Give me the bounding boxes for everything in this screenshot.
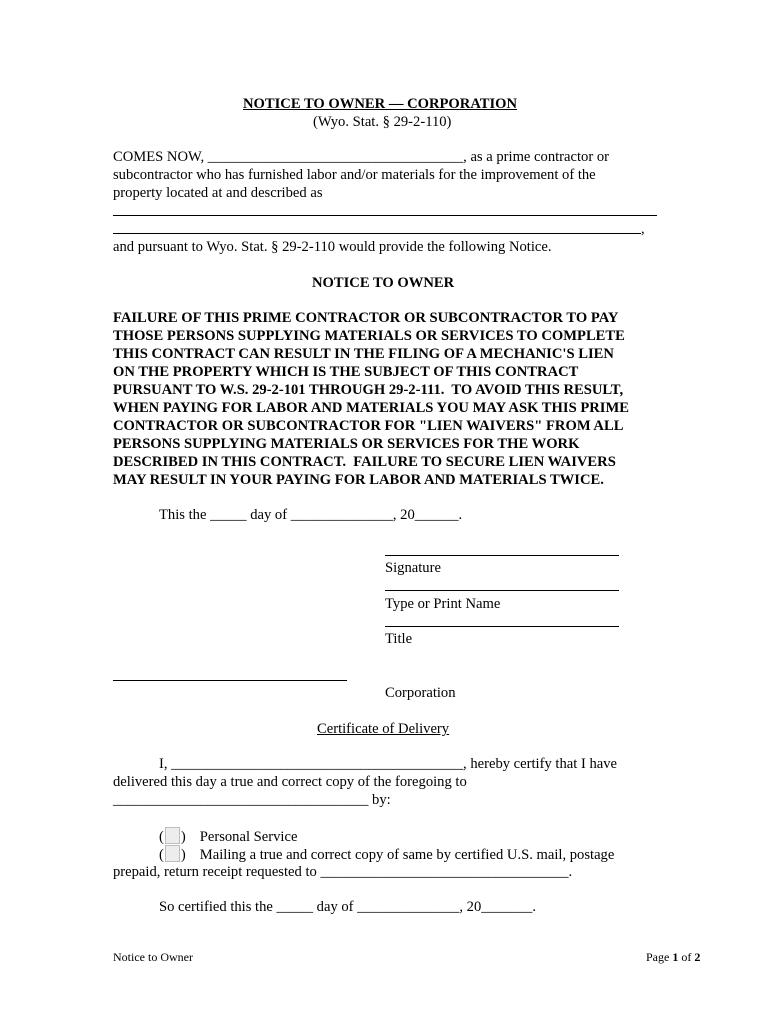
notice-line: MAY RESULT IN YOUR PAYING FOR LABOR AND MATERIALS TWICE. (113, 472, 604, 488)
certificate-line-1[interactable]: I, ________________________________________, hereby certify that I have (159, 756, 618, 772)
print-name-label: Type or Print Name (385, 596, 501, 612)
page-total: 2 (694, 950, 701, 964)
page-number (646, 950, 700, 964)
personal-service-label: Personal Service (199, 829, 298, 845)
contractor-name-blank[interactable]: ___________________________________ (207, 149, 464, 165)
certificate-heading: Certificate of Delivery (317, 721, 450, 737)
title-label: Title (385, 631, 413, 647)
intro-prefix: COMES NOW, (113, 149, 208, 165)
notice-line: WHEN PAYING FOR LABOR AND MATERIALS YOU MAY ASK THIS PRIME (113, 400, 629, 416)
certified-date-line[interactable]: So certified this the _____ day of ______________, 20_______. (159, 899, 536, 915)
intro-line-3: property located at and described as (113, 185, 323, 201)
page-prefix: Page (646, 950, 673, 964)
option-personal-service (159, 827, 297, 846)
notice-line: DESCRIBED IN THIS CONTRACT. FAILURE TO SECURE LIEN WAIVERS (113, 454, 616, 470)
statute-citation: (Wyo. Stat. § 29-2-110) (313, 114, 452, 130)
notice-line: THOSE PERSONS SUPPLYING MATERIALS OR SERVICES TO COMPLETE (113, 328, 625, 344)
paren-open: ( (159, 829, 164, 845)
corporation-name-line[interactable] (113, 680, 347, 681)
date-line[interactable]: This the _____ day of ______________, 20______. (159, 507, 463, 523)
footer-left: Notice to Owner (113, 950, 193, 964)
signature-label: Signature (385, 560, 441, 576)
corporation-label: Corporation (385, 685, 456, 701)
certified-mail-continued[interactable]: prepaid, return receipt requested to __________________________________. (113, 864, 573, 880)
page-of: of (678, 950, 695, 964)
title-line[interactable] (385, 626, 619, 627)
intro-suffix: , as a prime contractor or (463, 149, 610, 165)
certified-mail-checkbox[interactable] (165, 845, 180, 862)
option-certified-mail (159, 845, 614, 864)
property-description-line-2[interactable] (113, 233, 641, 234)
notice-line: PURSUANT TO W.S. 29-2-101 THROUGH 29-2-111. TO AVOID THIS RESULT, (113, 382, 624, 398)
intro-line-2: subcontractor who has furnished labor and/or materials for the improvement of the (113, 167, 596, 183)
intro-line-1 (113, 148, 609, 166)
print-name-line[interactable] (385, 590, 619, 591)
paren-close: ) (180, 829, 186, 845)
page-current: 1 (672, 950, 679, 964)
certificate-line-3[interactable]: ___________________________________ by: (113, 792, 391, 808)
property-description-comma: , (641, 221, 645, 237)
paren-close: ) (180, 847, 186, 863)
notice-line: CONTRACTOR OR SUBCONTRACTOR FOR "LIEN WAIVERS" FROM ALL (113, 418, 624, 434)
intro-line-4: and pursuant to Wyo. Stat. § 29-2-110 would provide the following Notice. (113, 239, 552, 255)
property-description-line-1[interactable] (113, 215, 657, 216)
paren-open: ( (159, 847, 164, 863)
signature-line[interactable] (385, 555, 619, 556)
certified-mail-label: Mailing a true and correct copy of same by certified U.S. mail, postage (199, 847, 615, 863)
notice-line: PERSONS SUPPLYING MATERIALS OR SERVICES FOR THE WORK (113, 436, 580, 452)
certificate-line-2: delivered this day a true and correct copy of the foregoing to (113, 774, 467, 790)
notice-heading: NOTICE TO OWNER (312, 275, 455, 291)
notice-line: ON THE PROPERTY WHICH IS THE SUBJECT OF THIS CONTRACT (113, 364, 579, 380)
notice-line: THIS CONTRACT CAN RESULT IN THE FILING OF A MECHANIC'S LIEN (113, 346, 614, 362)
document-title: NOTICE TO OWNER — CORPORATION (243, 96, 518, 112)
personal-service-checkbox[interactable] (165, 827, 180, 844)
notice-line: FAILURE OF THIS PRIME CONTRACTOR OR SUBCONTRACTOR TO PAY (113, 310, 619, 326)
